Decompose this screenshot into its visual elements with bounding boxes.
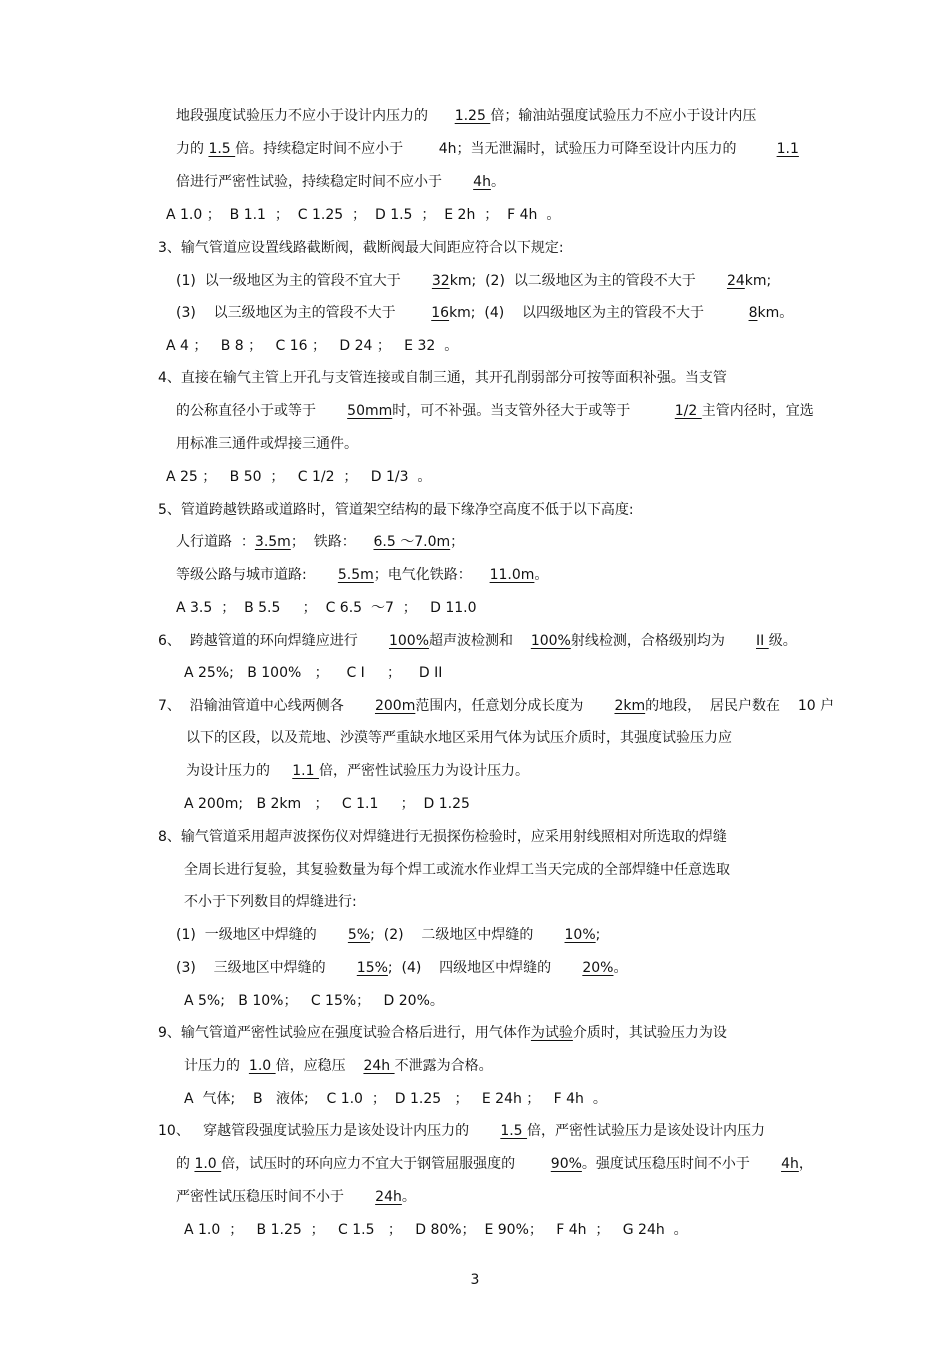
text-segment: 倍；输油站强度试验压力不应小于设计内压: [490, 108, 757, 124]
text-segment: 为设计压力的: [186, 763, 293, 779]
text-line: [158, 696, 834, 716]
text-line: [176, 565, 548, 585]
text-line: [184, 892, 357, 912]
text-segment: km。: [757, 305, 794, 321]
text-segment: 介质时，其试验压力为设: [572, 1025, 727, 1041]
text-segment: 范围内，任意划分成长度为: [415, 698, 615, 714]
text-segment: ;: [595, 927, 601, 943]
text-segment: 计压力的: [184, 1058, 249, 1074]
answer-blank: 1/2: [674, 403, 702, 419]
answer-blank: 1.5: [500, 1123, 528, 1139]
answer-blank: 1.5: [208, 141, 236, 157]
text-line: [158, 500, 634, 520]
text-segment: 3、输气管道应设置线路截断阀，截断阀最大间距应符合以下规定:: [158, 240, 564, 256]
text-segment: 。: [534, 567, 549, 583]
text-segment: 5、管道跨越铁路或道路时，管道架空结构的最下缘净空高度不低于以下高度:: [158, 502, 634, 518]
answer-blank: 90%: [550, 1156, 582, 1172]
text-segment: 倍，试压时的环向应力不宜大于钢管屈服强度的: [221, 1156, 551, 1172]
answer-blank: 50mm: [347, 403, 393, 419]
text-line: [158, 238, 564, 258]
text-segment: 级。: [768, 633, 797, 649]
text-line: [158, 631, 797, 651]
answer-blank: 3.5m: [254, 534, 291, 550]
text-segment: km;: [744, 273, 772, 289]
text-segment: 6、 跨越管道的环向焊缝应进行: [158, 633, 389, 649]
text-line: [176, 1187, 416, 1207]
text-segment: A 5%; B 10%； C 15%； D 20%。: [184, 993, 444, 1009]
answer-blank: 5%: [347, 927, 371, 943]
text-segment: ；: [450, 534, 465, 550]
text-segment: ; (4) 四级地区中焊缝的: [387, 960, 583, 976]
answer-blank: 1.1: [292, 763, 319, 779]
text-line: [184, 1056, 493, 1076]
text-line: [176, 303, 793, 323]
text-segment: A 1.0 ； B 1.25 ； C 1.5 ； D 80%； E 90%； F 4h ； G 24h 。: [184, 1222, 688, 1238]
text-line: [176, 401, 814, 421]
text-line: [184, 1089, 607, 1109]
answer-blank: II: [756, 633, 769, 649]
text-segment: (3) 三级地区中焊缝的: [176, 960, 357, 976]
text-segment: ；电气化铁路：: [373, 567, 490, 583]
text-segment: 的公称直径小于或等于: [176, 403, 348, 419]
text-line: [158, 1121, 765, 1141]
text-segment: 。: [490, 174, 505, 190]
text-segment: ； 铁路：: [290, 534, 374, 550]
text-segment: 人行道路 ：: [176, 534, 255, 550]
answer-blank: 1.0: [194, 1156, 222, 1172]
text-segment: 不泄露为合格。: [394, 1058, 493, 1074]
text-line: [158, 1023, 727, 1043]
text-line: [184, 991, 444, 1011]
text-segment: A 25%; B 100% ； C I ； D II: [184, 665, 443, 681]
answer-blank: 6.5 ～7.0m: [373, 534, 451, 550]
text-line: [176, 598, 477, 618]
answer-blank: 32: [431, 273, 450, 289]
text-line: [184, 1220, 688, 1240]
text-segment: A 25 ； B 50 ； C 1/2 ； D 1/3 。: [166, 469, 432, 485]
text-segment: 9、输气管道严密性试验应在强度试验合格后进行，用气体作: [158, 1025, 531, 1041]
text-segment: 超声波检测和: [429, 633, 531, 649]
text-segment: 以下的区段，以及荒地、沙漠等严重缺水地区采用气体为试压介质时，其强度试验压力应: [186, 730, 732, 746]
text-line: [186, 728, 732, 748]
text-segment: A 气体; B 液体; C 1.0 ； D 1.25 ； E 24h ； F 4h 。: [184, 1091, 607, 1107]
text-segment: 。强度试压稳压时间不小于: [581, 1156, 782, 1172]
text-segment: km; (2) 以二级地区为主的管段不大于: [449, 273, 727, 289]
text-segment: A 4 ； B 8 ； C 16 ； D 24 ； E 32 。: [166, 338, 459, 354]
text-line: [176, 271, 771, 291]
text-segment: 的地段， 居民户数在 10 户: [645, 698, 835, 714]
text-segment: 力的: [176, 141, 209, 157]
text-segment: 时，可不补强。当支管外径大于或等于: [392, 403, 675, 419]
text-line: [176, 139, 799, 159]
text-line: [166, 205, 560, 225]
text-segment: 射线检测，合格级别均为: [570, 633, 756, 649]
answer-blank: 1.0: [248, 1058, 276, 1074]
text-segment: 。: [401, 1189, 416, 1205]
text-segment: 不小于下列数目的焊缝进行:: [184, 894, 357, 910]
answer-blank: 15%: [356, 960, 388, 976]
text-segment: 用标准三通件或焊接三通件。: [176, 436, 358, 452]
text-segment: 倍进行严密性试验，持续稳定时间不应小于: [176, 174, 474, 190]
text-segment: 10、 穿越管段强度试验压力是该处设计内压力的: [158, 1123, 501, 1139]
answer-blank: 24h: [375, 1189, 402, 1205]
text-line: [184, 794, 470, 814]
text-segment: 7、 沿输油管道中心线两侧各: [158, 698, 375, 714]
text-line: [176, 106, 756, 126]
answer-blank: 为试验: [530, 1025, 573, 1041]
answer-blank: 2km: [614, 698, 646, 714]
text-segment: km; (4) 以四级地区为主的管段不大于: [449, 305, 749, 321]
answer-blank: 10%: [564, 927, 596, 943]
text-line: [158, 827, 727, 847]
text-line: [166, 336, 458, 356]
answer-blank: 1.25: [454, 108, 491, 124]
text-segment: 的: [176, 1156, 195, 1172]
text-segment: 严密性试压稳压时间不小于: [176, 1189, 376, 1205]
text-segment: (1) 一级地区中焊缝的: [176, 927, 348, 943]
text-segment: 8、输气管道采用超声波探伤仪对焊缝进行无损探伤检验时，应采用射线照相对所选取的焊缝: [158, 829, 727, 845]
text-segment: (1) 以一级地区为主的管段不宜大于: [176, 273, 432, 289]
answer-blank: 5.5m: [337, 567, 374, 583]
answer-blank: 200m: [374, 698, 416, 714]
page-number: 3: [470, 1272, 480, 1288]
text-line: [176, 434, 358, 454]
answer-blank: 20%: [582, 960, 614, 976]
text-line: [184, 860, 730, 880]
answer-blank: 4h: [781, 1156, 799, 1172]
text-segment: 。: [613, 960, 628, 976]
text-line: [176, 532, 464, 552]
answer-blank: 100%: [530, 633, 571, 649]
text-segment: 4、直接在输气主管上开孔与支管连接或自制三通，其开孔削弱部分可按等面积补强。当支管: [158, 370, 727, 386]
text-segment: 倍，应稳压: [275, 1058, 364, 1074]
text-segment: (3) 以三级地区为主的管段不大于: [176, 305, 432, 321]
text-segment: A 1.0 ； B 1.1 ； C 1.25 ； D 1.5 ； E 2h ； F 4h 。: [166, 207, 561, 223]
text-line: [176, 1154, 813, 1174]
text-segment: 主管内径时，宜选: [701, 403, 814, 419]
text-line: [176, 958, 627, 978]
text-segment: 等级公路与城市道路:: [176, 567, 338, 583]
text-line: [176, 172, 505, 192]
text-segment: 全周长进行复验，其复验数量为每个焊工或流水作业焊工当天完成的全部焊缝中任意选取: [184, 862, 730, 878]
answer-blank: 24h: [363, 1058, 395, 1074]
answer-blank: 24: [726, 273, 745, 289]
text-segment: 倍。持续稳定时间不应小于 4h；当无泄漏时，试验压力可降至设计内压力的: [235, 141, 777, 157]
text-line: [158, 368, 727, 388]
text-segment: 地段强度试验压力不应小于设计内压力的: [176, 108, 455, 124]
text-segment: A 200m; B 2km ； C 1.1 ； D 1.25: [184, 796, 470, 812]
answer-blank: 8: [748, 305, 758, 321]
text-segment: 倍，严密性试验压力是该处设计内压力: [527, 1123, 766, 1139]
text-line: [186, 761, 529, 781]
answer-blank: 4h: [473, 174, 491, 190]
answer-blank: 1.1: [776, 141, 799, 157]
answer-blank: 100%: [388, 633, 429, 649]
text-segment: ; (2) 二级地区中焊缝的: [370, 927, 565, 943]
text-segment: ，: [798, 1156, 813, 1172]
text-line: [176, 925, 600, 945]
answer-blank: 11.0m: [489, 567, 535, 583]
text-segment: A 3.5 ； B 5.5 ； C 6.5 ～7 ； D 11.0: [176, 600, 477, 616]
text-line: [166, 467, 431, 487]
text-segment: 倍，严密性试验压力为设计压力。: [318, 763, 529, 779]
text-line: [184, 663, 442, 683]
answer-blank: 16: [431, 305, 450, 321]
